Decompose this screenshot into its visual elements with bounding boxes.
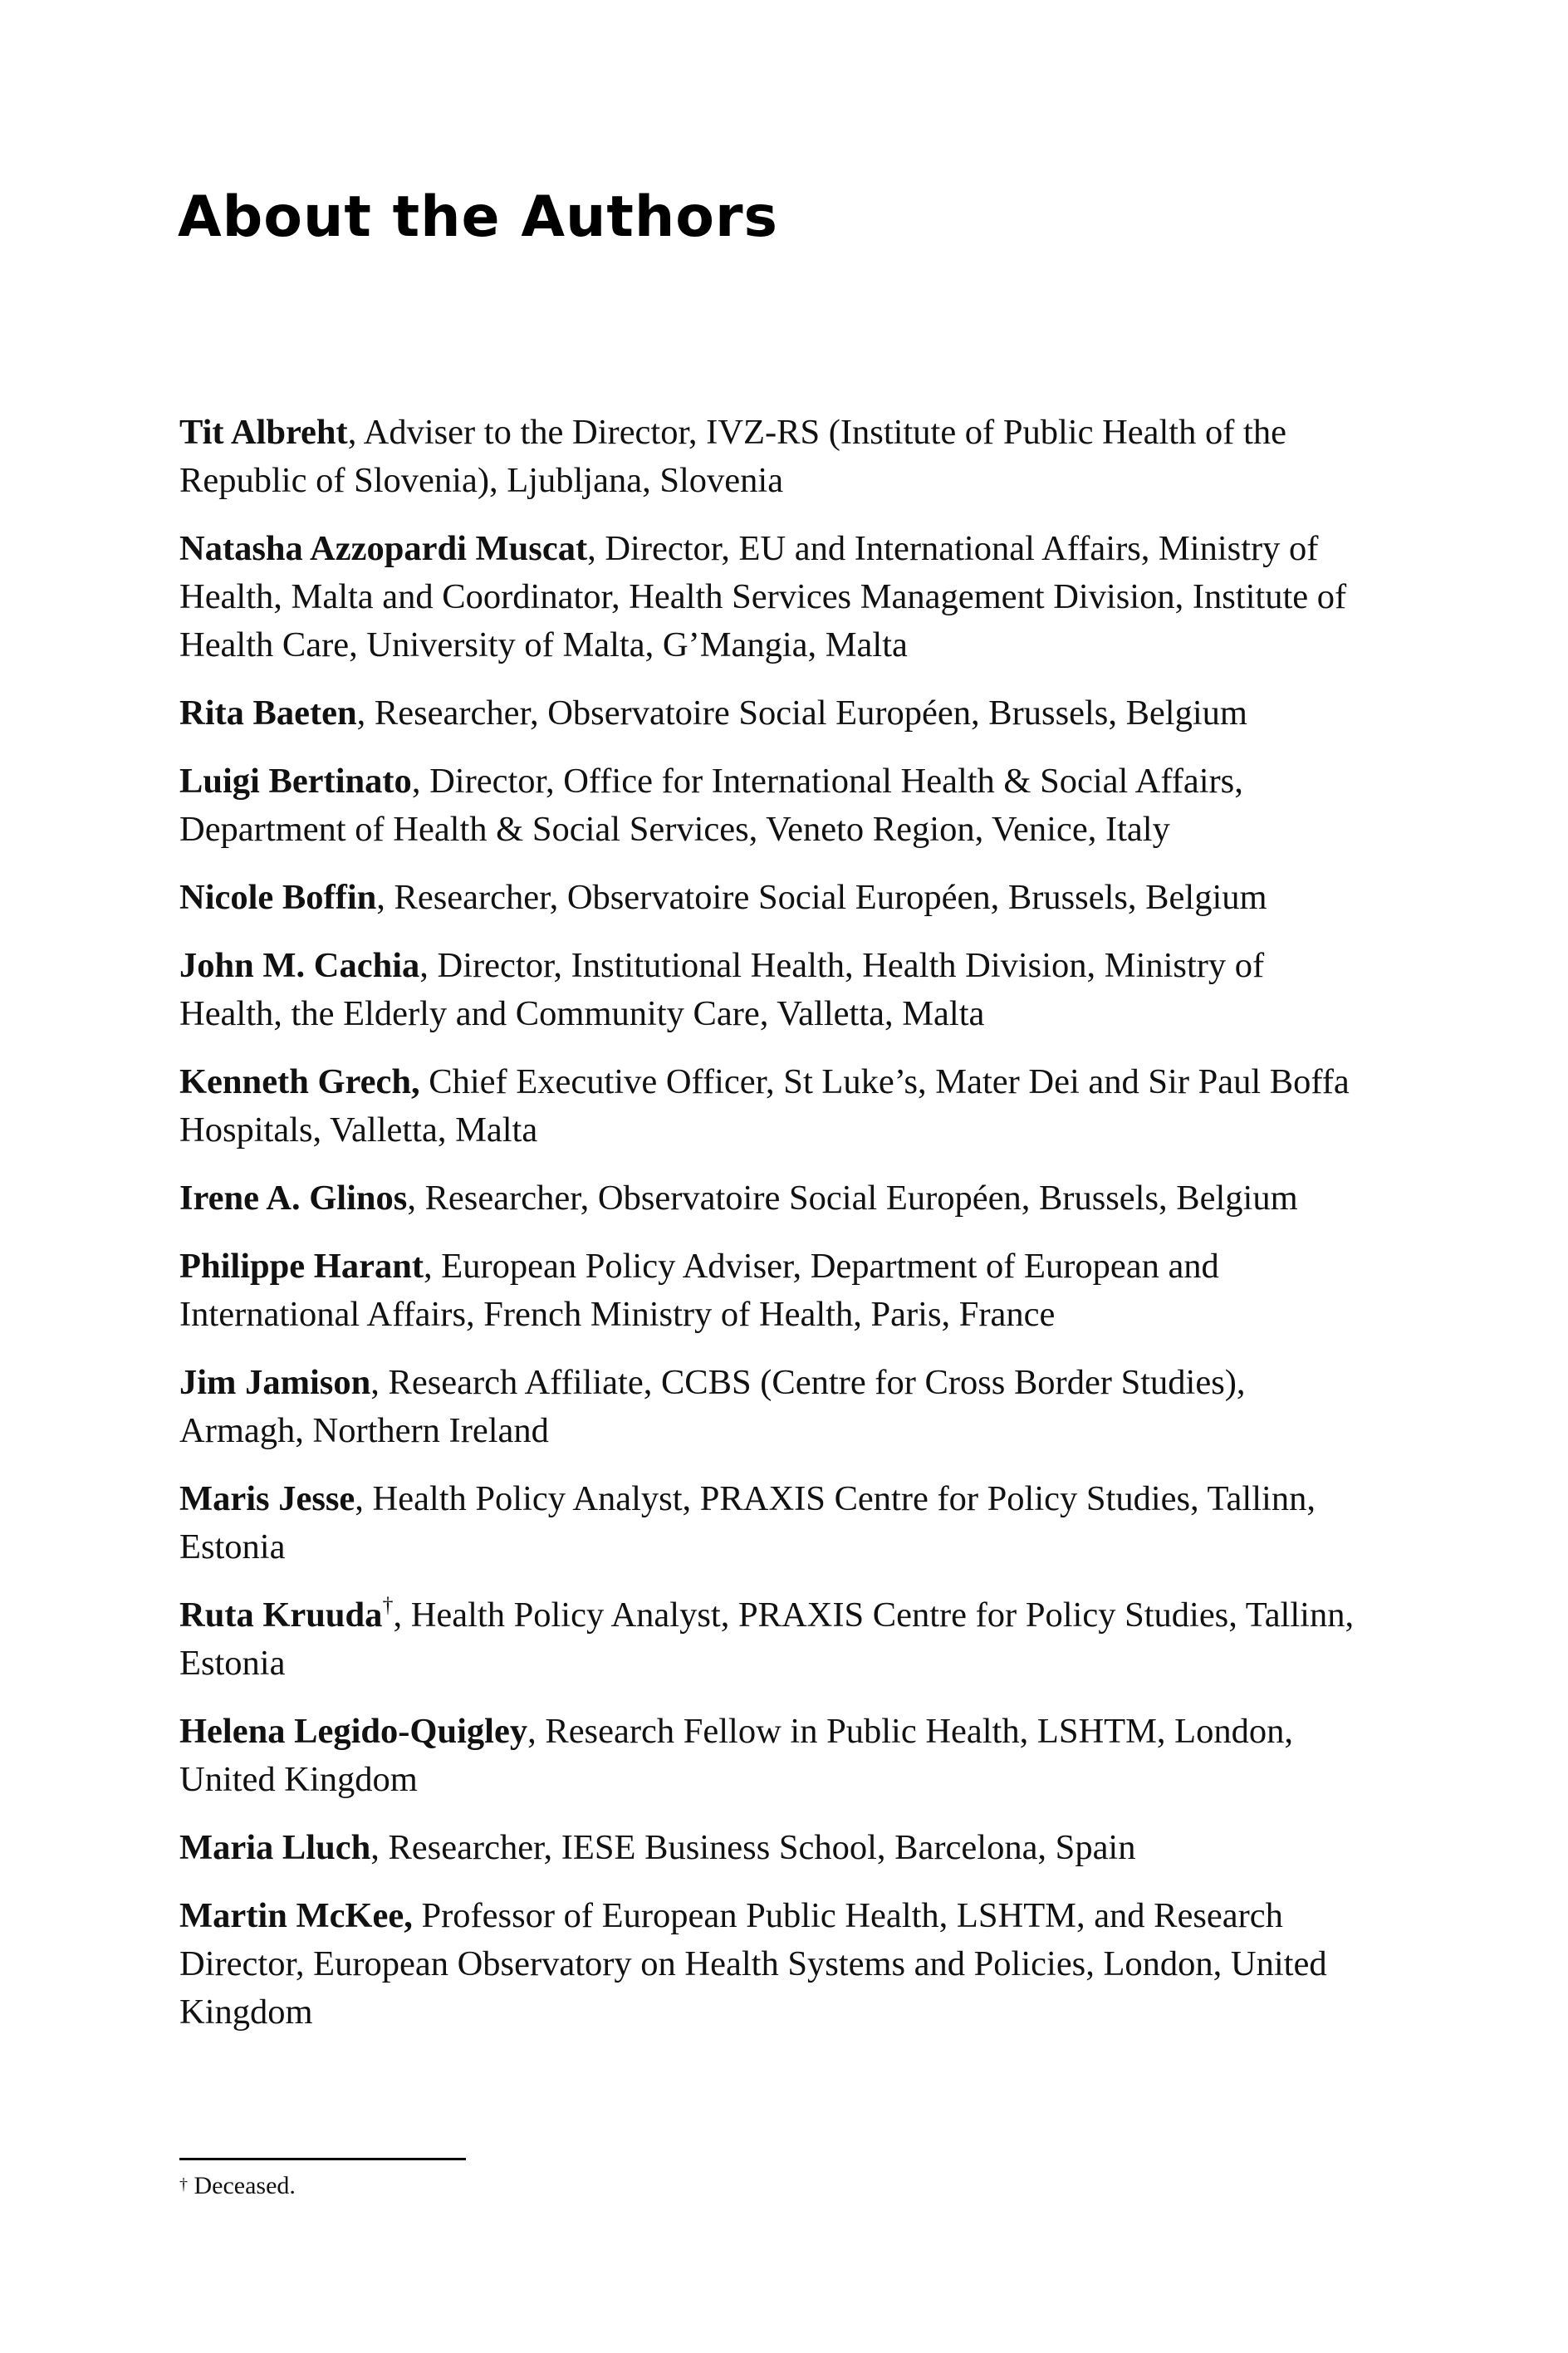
author-list: [179, 409, 1359, 2056]
author-entry: [179, 1708, 1359, 1804]
author-entry: [179, 689, 1359, 738]
author-entry: [179, 874, 1359, 922]
author-entry: [179, 942, 1359, 1038]
author-name: Martin McKee,: [179, 1896, 413, 1935]
author-separator: [420, 1062, 429, 1101]
author-name: John M. Cachia: [179, 946, 420, 985]
footnote-dagger-mark: †: [179, 2175, 188, 2194]
author-entry: [179, 1243, 1359, 1339]
author-details: Health Policy Analyst, PRAXIS Centre for Policy Studies, Tallinn, Estonia: [179, 1596, 1355, 1683]
author-name: Maris Jesse: [179, 1479, 355, 1518]
author-details: Researcher, IESE Business School, Barcelona, Spain: [388, 1828, 1136, 1867]
author-separator: ,: [393, 1596, 411, 1635]
author-details: Researcher, Observatoire Social Européen, Brussels, Belgium: [374, 694, 1247, 733]
author-separator: ,: [355, 1479, 373, 1518]
author-separator: ,: [356, 694, 375, 733]
author-entry: [179, 525, 1359, 669]
author-details: Professor of European Public Health, LSHTM, and Research Director, European Observatory on Health Systems and Policies, London, United Kingdom: [179, 1896, 1327, 2032]
dagger-mark: †: [382, 1593, 394, 1617]
author-name: Luigi Bertinato: [179, 762, 412, 801]
author-details: Research Fellow in Public Health, LSHTM, London, United Kingdom: [179, 1712, 1293, 1799]
footnote: [179, 2169, 296, 2203]
author-name: Maria Lluch: [179, 1828, 371, 1867]
author-details: Chief Executive Officer, St Luke’s, Mater Dei and Sir Paul Boffa Hospitals, Valletta, Malta: [179, 1062, 1350, 1150]
author-entry: [179, 1058, 1359, 1154]
author-entry: [179, 1174, 1359, 1223]
author-details: European Policy Adviser, Department of European and International Affairs, French Ministry of Health, Paris, France: [179, 1247, 1219, 1334]
author-details: Researcher, Observatoire Social Européen, Brussels, Belgium: [394, 878, 1267, 917]
author-details: Director, Office for International Health & Social Affairs, Department of Health & Social Services, Veneto Region, Venice, Italy: [179, 762, 1243, 849]
page-title: About the Authors: [178, 184, 778, 250]
author-name: Natasha Azzopardi Muscat: [179, 529, 588, 568]
footnote-divider: [179, 2158, 466, 2160]
author-separator: ,: [370, 1828, 389, 1867]
author-entry: [179, 1359, 1359, 1455]
author-details: Research Affiliate, CCBS (Centre for Cross Border Studies), Armagh, Northern Ireland: [179, 1363, 1246, 1450]
author-details: Director, EU and International Affairs, Ministry of Health, Malta and Coordinator, Health Services Management Division, Institute of Health Care, University of Malta, G’Mangia, Malta: [179, 529, 1347, 664]
author-name: Irene A. Glinos: [179, 1179, 408, 1218]
author-name: Philippe Harant: [179, 1247, 424, 1286]
footnote-text: Deceased.: [194, 2172, 296, 2199]
author-separator: ,: [587, 529, 605, 568]
author-details: Health Policy Analyst, PRAXIS Centre for Policy Studies, Tallinn, Estonia: [179, 1479, 1316, 1566]
author-name: Ruta Kruuda: [179, 1596, 383, 1635]
author-separator: ,: [424, 1247, 442, 1286]
author-entry: [179, 1824, 1359, 1872]
author-details: Adviser to the Director, IVZ-RS (Institute of Public Health of the Republic of Slovenia), Ljubljana, Slovenia: [179, 413, 1286, 500]
author-entry: [179, 757, 1359, 854]
author-separator: ,: [419, 946, 438, 985]
author-name: Kenneth Grech,: [179, 1062, 420, 1101]
author-separator: ,: [411, 762, 430, 801]
author-separator: ,: [347, 413, 364, 452]
author-separator: [413, 1896, 422, 1935]
author-entry: [179, 1591, 1359, 1688]
author-entry: [179, 1892, 1359, 2037]
author-separator: ,: [527, 1712, 546, 1751]
author-name: Tit Albreht: [179, 413, 348, 452]
author-entry: [179, 1475, 1359, 1571]
author-separator: ,: [370, 1363, 389, 1402]
author-separator: ,: [407, 1179, 425, 1218]
author-name: Jim Jamison: [179, 1363, 371, 1402]
author-separator: ,: [376, 878, 394, 917]
author-details: Researcher, Observatoire Social Européen, Brussels, Belgium: [424, 1179, 1298, 1218]
author-name: Rita Baeten: [179, 694, 357, 733]
author-details: Director, Institutional Health, Health Division, Ministry of Health, the Elderly and Community Care, Valletta, Malta: [179, 946, 1265, 1033]
author-name: Nicole Boffin: [179, 878, 377, 917]
author-entry: [179, 409, 1359, 505]
author-name: Helena Legido-Quigley: [179, 1712, 528, 1751]
